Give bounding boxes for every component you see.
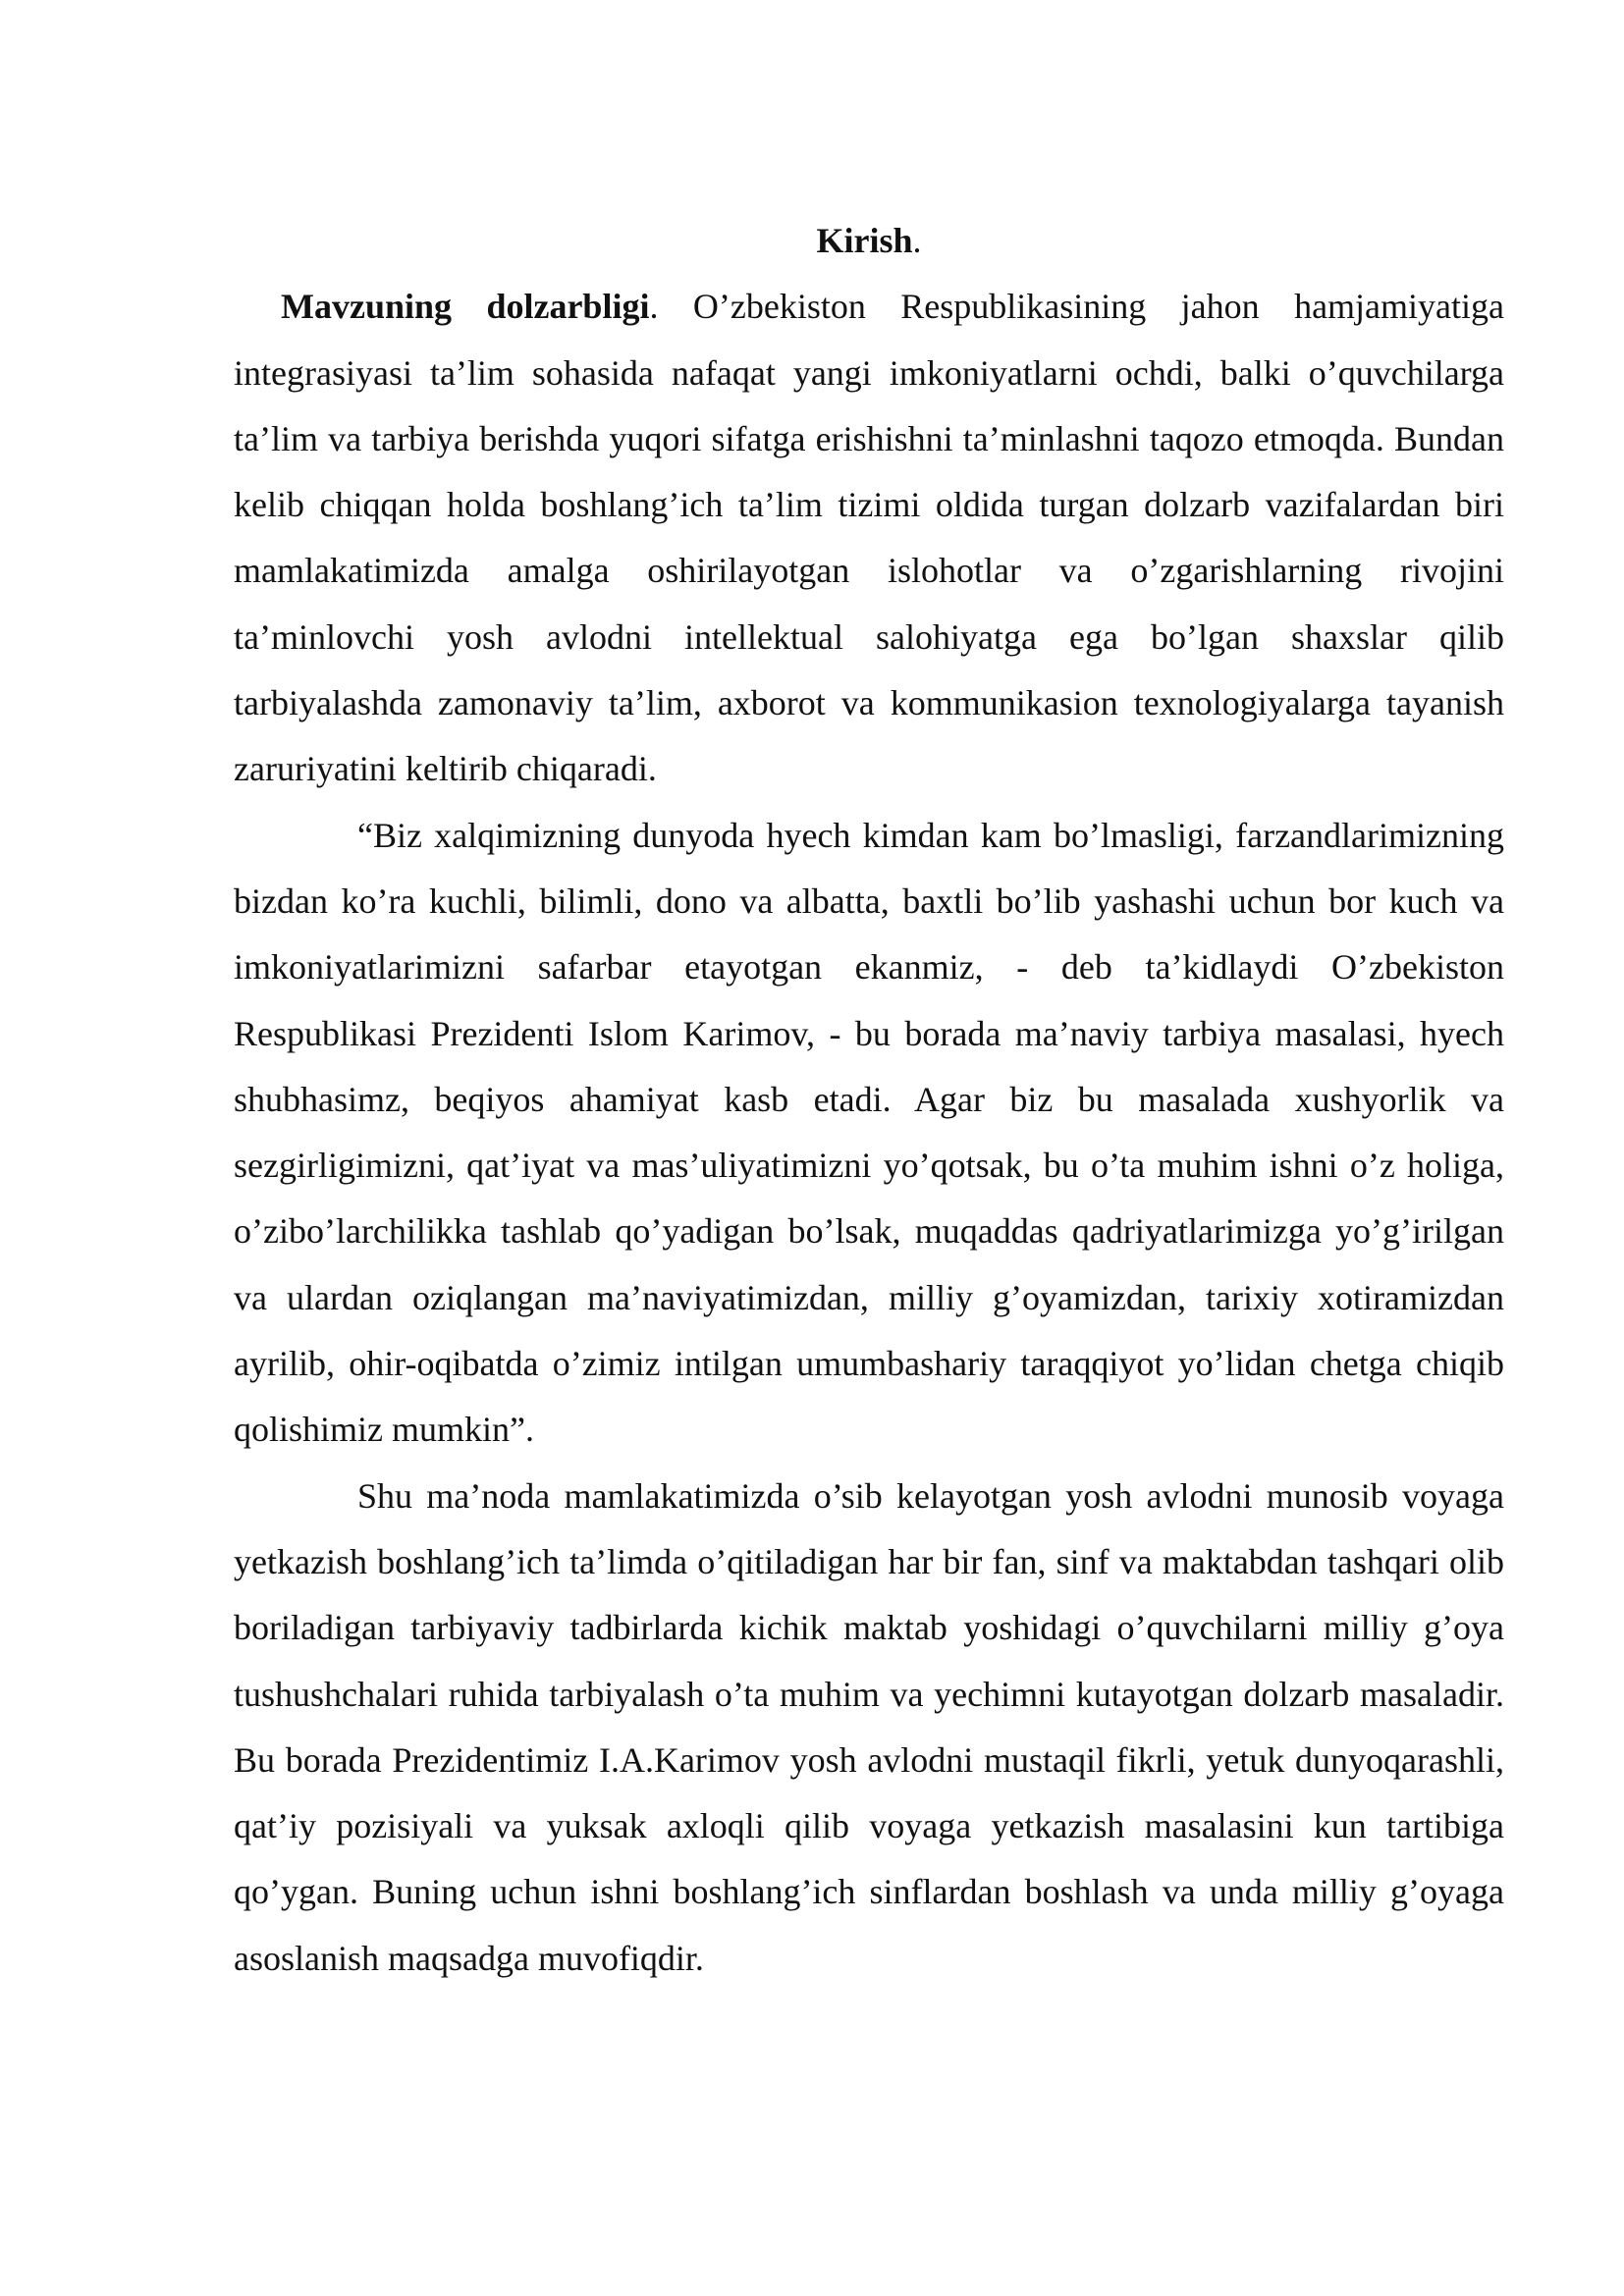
- section-heading: [234, 208, 1504, 274]
- heading-title: Kirish: [816, 221, 913, 260]
- paragraph-relevance: [234, 274, 1504, 802]
- paragraph-relevance-text: . O’zbekiston Respublikasining jahon hamjamiyatiga integrasiyasi ta’lim sohasida nafaqat yangi imkoniyatlarni ochdi, balki o’quvchilarga ta’lim va tarbiya berishda yuqori sifatga erishishni ta’minlashni taqozo etmoqda. Bundan kelib chiqqan holda boshlang’ich ta’lim tizimi oldida turgan dolzarb vazifalardan biri mamlakatimizda amalga oshirilayotgan islohotlar va o’zgarishlarning rivojini ta’minlovchi yosh avlodni intellektual salohiyatga ega bo’lgan shaxslar qilib tarbiyalashda zamonaviy ta’lim, axborot va kommunikasion texnologiyalarga tayanish zaruriyatini keltirib chiqaradi.: [234, 287, 1504, 789]
- heading-punct: .: [912, 221, 922, 260]
- paragraph-lead: Mavzuning dolzarbligi: [281, 287, 650, 327]
- paragraph-conclusion: Shu ma’noda mamlakatimizda o’sib kelayotgan yosh avlodni munosib voyaga yetkazish boshlang’ich ta’limda o’qitiladigan har bir fan, sinf va maktabdan tashqari olib boriladigan tarbiyaviy tadbirlarda kichik maktab yoshidagi o’quvchilarni milliy g’oya tushushchalari ruhida tarbiyalash o’ta muhim va yechimni kutayotgan dolzarb masaladir. Bu borada Prezidentimiz I.A.Karimov yosh avlodni mustaqil fikrli, yetuk dunyoqarashli, qat’iy pozisiyali va yuksak axloqli qilib voyaga yetkazish masalasini kun tartibiga qo’ygan. Buning uchun ishni boshlang’ich sinflardan boshlash va unda milliy g’oyaga asoslanish maqsadga muvofiqdir.: [234, 1475, 1504, 1978]
- document-page: [234, 208, 1504, 1992]
- paragraph-quote: “Biz xalqimizning dunyoda hyech kimdan kam bo’lmasligi, farzandlarimizning bizdan ko’ra kuchli, bilimli, dono va albatta, baxtli bo’lib yashashi uchun bor kuch va imkoniyatlarimizni safarbar etayotgan ekanmiz, - deb ta’kidlaydi O’zbekiston Respublikasi Prezidenti Islom Karimov, - bu borada ma’naviy tarbiya masalasi, hyech shubhasimz, beqiyos ahamiyat kasb etadi. Agar biz bu masalada xushyorlik va sezgirligimizni, qat’iyat va mas’uliyatimizni yo’qotsak, bu o’ta muhim ishni o’z holiga, o’zibo’larchilikka tashlab qo’yadigan bo’lsak, muqaddas qadriyatlarimizga yo’g’irilgan va ulardan oziqlangan ma’naviyatimizdan, milliy g’oyamizdan, tarixiy xotiramizdan ayrilib, ohir-oqibatda o’zimiz intilgan umumbashariy taraqqiyot yo’lidan chetga chiqib qolishimiz mumkin”.: [234, 815, 1504, 1450]
